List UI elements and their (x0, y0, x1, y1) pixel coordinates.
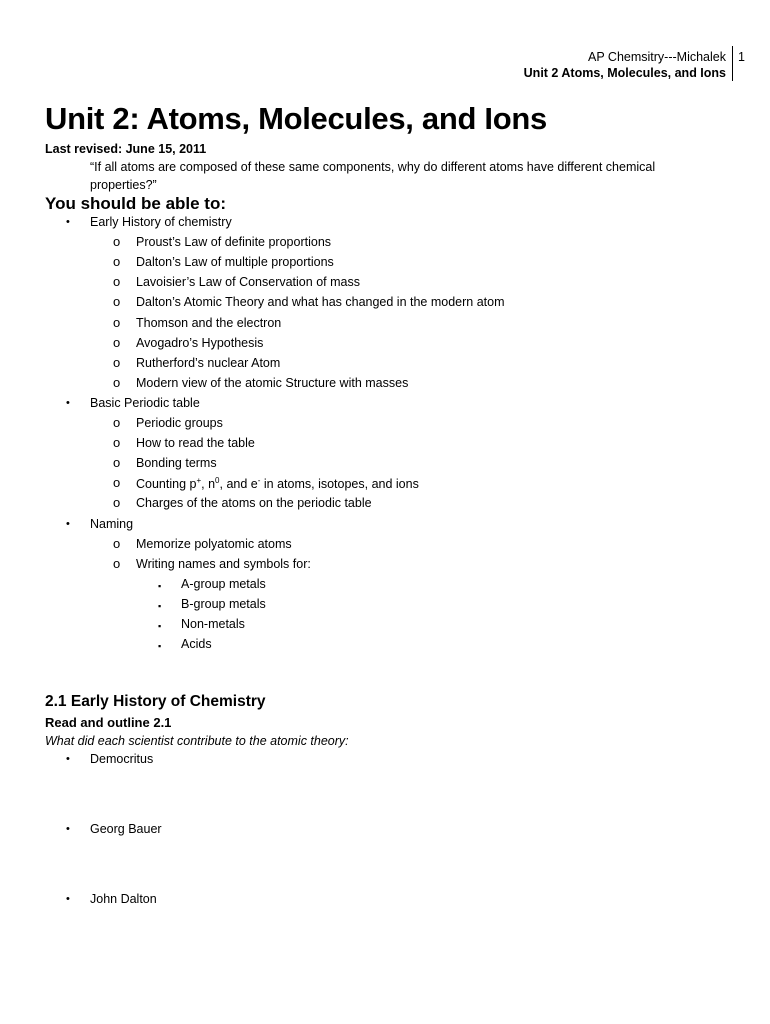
bullet-marker: • (66, 517, 70, 530)
page-title: Unit 2: Atoms, Molecules, and Ions (45, 101, 547, 136)
square-marker: ▪ (158, 641, 162, 652)
outline-item: Rutherford’s nuclear Atom (136, 355, 281, 370)
outline-item: Dalton’s Atomic Theory and what has changed in the modern atom (136, 295, 505, 310)
page-number: 1 (738, 50, 745, 64)
scientist-name: Georg Bauer (90, 822, 162, 836)
outline-subitem: B-group metals (181, 596, 266, 611)
outline-subitem: A-group metals (181, 576, 266, 591)
outline-item: Avogadro’s Hypothesis (136, 335, 264, 350)
bullet-marker: • (66, 823, 70, 835)
outline-item: Modern view of the atomic Structure with masses (136, 375, 409, 390)
outline-item: Thomson and the electron (136, 315, 282, 330)
section-2-1-heading: 2.1 Early History of Chemistry (45, 693, 266, 710)
header-divider (732, 46, 733, 81)
superscript: - (257, 476, 261, 486)
scientist-name: John Dalton (90, 892, 157, 906)
circle-marker: o (113, 314, 121, 330)
square-marker: ▪ (158, 600, 162, 611)
square-marker: ▪ (158, 580, 162, 591)
superscript: + (196, 476, 202, 486)
circle-marker: o (113, 415, 121, 430)
section-2-1-instruction: Read and outline 2.1 (45, 715, 172, 730)
bullet-marker: • (66, 893, 70, 905)
text-fragment: , n (201, 477, 216, 492)
header-unit: Unit 2 Atoms, Molecules, and Ions (523, 66, 726, 80)
bullet-marker: • (66, 216, 70, 228)
outline-topic: Basic Periodic table (90, 395, 200, 410)
outline-item: Charges of the atoms on the periodic table (136, 496, 372, 511)
outline-item: Proust’s Law of definite proportions (136, 235, 332, 250)
outline-topic: Early History of chemistry (90, 215, 232, 229)
square-marker: ▪ (158, 621, 162, 631)
guiding-question (90, 158, 690, 194)
outline-item: Bonding terms (136, 456, 217, 471)
circle-marker: o (113, 455, 121, 471)
bullet-marker: • (66, 753, 70, 765)
circle-marker: o (113, 294, 121, 310)
quote-line-2: properties?” (90, 178, 157, 192)
circle-marker: o (113, 254, 121, 270)
outline-item: How to read the table (136, 436, 255, 451)
last-revised: Last revised: June 15, 2011 (45, 142, 207, 156)
circle-marker: o (113, 435, 121, 451)
text-fragment: Counting p (136, 477, 197, 492)
circle-marker: o (113, 234, 121, 250)
header-course: AP Chemsitry---Michalek (588, 50, 726, 64)
outline-subitem: Non-metals (181, 617, 245, 631)
scientist-name: Democritus (90, 752, 154, 766)
circle-marker: o (113, 354, 121, 370)
outline-item: Writing names and symbols for: (136, 556, 311, 571)
bullet-marker: • (66, 396, 70, 409)
circle-marker: o (113, 495, 121, 511)
text-fragment: , and e (219, 477, 258, 492)
text-fragment: in atoms, isotopes, and ions (260, 477, 419, 492)
circle-marker: o (113, 535, 121, 551)
section-2-1-question: What did each scientist contribute to the atomic theory: (45, 734, 349, 748)
circle-marker: o (113, 555, 121, 571)
circle-marker: o (113, 334, 121, 350)
circle-marker: o (113, 274, 121, 290)
outline-item: Dalton’s Law of multiple proportions (136, 255, 334, 270)
objectives-heading: You should be able to: (45, 194, 227, 213)
outline-item: Lavoisier’s Law of Conservation of mass (136, 275, 360, 290)
outline-item-counting (136, 476, 419, 491)
outline-item: Memorize polyatomic atoms (136, 536, 292, 551)
outline-topic: Naming (90, 516, 134, 531)
outline-subitem: Acids (181, 637, 212, 652)
outline-item: Periodic groups (136, 416, 223, 430)
circle-marker: o (113, 374, 121, 390)
quote-line-1: “If all atoms are composed of these same components, why do different atoms have different chemical (90, 160, 656, 174)
circle-marker: o (113, 475, 121, 491)
superscript: 0 (215, 476, 220, 486)
